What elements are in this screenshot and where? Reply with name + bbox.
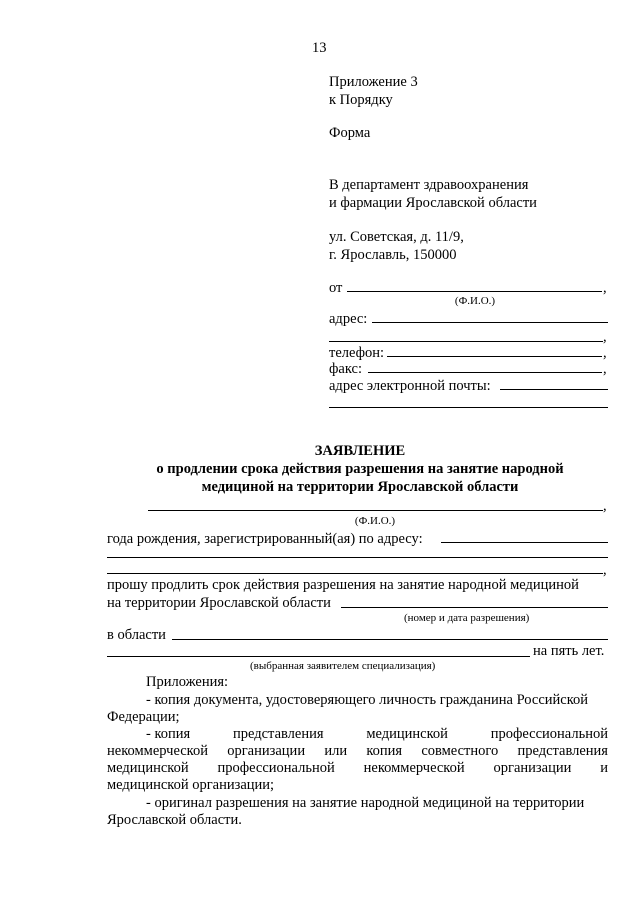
address-input-line[interactable] [441,542,608,543]
address-input-line[interactable] [372,322,608,323]
page-number: 13 [312,40,327,56]
address-input-line-2[interactable] [329,341,603,342]
specialization-input-line[interactable] [107,656,530,657]
word: профессиональной [217,760,335,776]
attachment-item-2-line-2 [107,742,608,760]
document-title: ЗАЯВЛЕНИЕ [314,443,406,459]
word: медицинской [107,760,189,776]
word: некоммерческой [363,760,465,776]
address-input-line-2[interactable] [107,557,608,558]
attachment-item-2-line-4: медицинской организации; [107,777,275,793]
request-line-2: на территории Ярославской области [107,595,331,611]
appendix-line-2: к Порядку [329,92,393,108]
fax-input-line[interactable] [368,372,602,373]
attachment-item-1-line-2: Федерации; [107,709,180,725]
specialization-caption: (выбранная заявителем специализация) [250,660,436,672]
address-line-1: ул. Советская, д. 11/9, [329,229,464,245]
word: или [324,743,348,759]
attachment-item-1-line-1: - копия документа, удостоверяющего личность гражданина Российской [146,692,589,708]
permit-caption: (номер и дата разрешения) [404,612,530,624]
request-line-1: прошу продлить срок действия разрешения на занятие народной медициной [107,577,579,593]
email-label: адрес электронной почты: [329,378,491,394]
email-input-line-2[interactable] [329,407,608,408]
address-input-line-3[interactable] [107,573,603,574]
email-input-line[interactable] [500,389,608,390]
word: некоммерческой [107,743,208,759]
attachment-item-3-line-2: Ярославской области. [107,812,242,828]
phone-label: телефон: [329,345,385,361]
address-label: адрес: [329,311,368,327]
word: копия [366,743,403,759]
recipient-line-1: В департамент здравоохранения [329,177,529,193]
attachment-item-2-line-3 [107,759,608,777]
phone-input-line[interactable] [387,356,602,357]
word: организации [493,760,572,776]
form-label: Форма [329,125,371,141]
comma: , [603,361,607,377]
word: представления [232,726,324,742]
word: - копия [146,726,191,742]
word: медицинской [366,726,448,742]
appendix-line-1: Приложение 3 [329,74,418,90]
fio-input-line[interactable] [347,291,602,292]
word: совместного [421,743,499,759]
fio-input-line[interactable] [148,510,603,511]
from-label: от [329,280,343,296]
fio-caption: (Ф.И.О.) [454,295,496,307]
comma: , [603,498,607,514]
word: представления [517,743,608,759]
attachments-title: Приложения: [146,674,229,690]
comma: , [603,329,607,345]
birth-line-text: года рождения, зарегистрированный(ая) по адресу: [107,531,423,547]
permit-input-line[interactable] [341,607,608,608]
recipient-line-2: и фармации Ярославской области [329,195,537,211]
attachment-item-2-line-1 [146,725,608,743]
comma: , [603,562,607,578]
address-line-2: г. Ярославль, 150000 [329,247,457,263]
word: организации [227,743,306,759]
fio-caption: (Ф.И.О.) [354,515,396,527]
region-label: в области [107,627,166,643]
document-subtitle-line-1: о продлении срока действия разрешения на занятие народной [156,461,564,477]
comma: , [603,345,607,361]
fax-label: факс: [329,361,362,377]
comma: , [603,280,607,296]
attachment-item-3-line-1: - оригинал разрешения на занятие народной медициной на территории [146,795,585,811]
word: профессиональной [490,726,608,742]
region-input-line[interactable] [172,639,608,640]
document-subtitle-line-2: медициной на территории Ярославской области [201,479,519,495]
word: и [600,760,608,776]
period-text: на пять лет. [533,643,605,659]
